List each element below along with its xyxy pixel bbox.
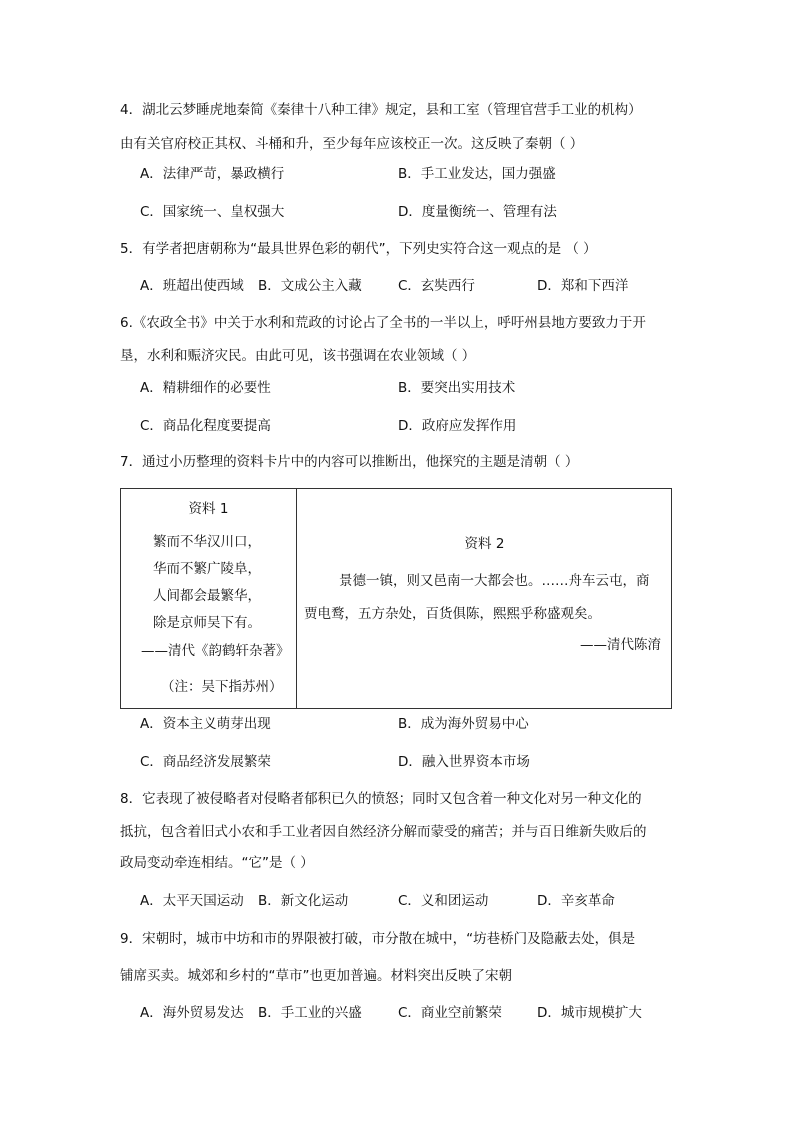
card1-source: ——清代《韵鹤轩杂著》 xyxy=(141,643,290,659)
q4-stem-line2: 由有关官府校正其权、斗桶和升，至少每年应该校正一次。这反映了秦朝（ ） xyxy=(120,136,584,152)
source-cards-table xyxy=(120,488,672,709)
card1-note: （注：吴下指苏州） xyxy=(161,679,283,695)
q6-option-c: C．商品化程度要提高 xyxy=(140,418,271,434)
q5-option-b: B．文成公主入藏 xyxy=(258,278,362,294)
card-divider xyxy=(296,489,297,708)
card1-poem-line4: 除是京师吴下有。 xyxy=(153,615,261,631)
q9-option-b: B．手工业的兴盛 xyxy=(258,1005,362,1021)
q4-stem-line1: 4．湖北云梦睡虎地秦简《秦律十八种工律》规定，县和工室（管理官营手工业的机构） xyxy=(120,102,642,118)
q8-stem-line3: 政局变动牵连相结。“它”是（ ） xyxy=(120,855,314,871)
q6-option-a: A．精耕细作的必要性 xyxy=(140,380,271,396)
q9-stem-line2: 铺席买卖。城郊和乡村的“草市”也更加普遍。材料突出反映了宋朝 xyxy=(120,968,512,984)
card2-text-line2: 贾电鹜，五方杂处，百货俱陈，熙熙乎称盛观矣。 xyxy=(304,606,601,622)
q7-option-b: B．成为海外贸易中心 xyxy=(398,716,529,732)
q9-option-d: D．城市规模扩大 xyxy=(537,1005,642,1021)
q4-option-b: B．手工业发达，国力强盛 xyxy=(398,166,556,182)
q7-option-c: C．商品经济发展繁荣 xyxy=(140,754,271,770)
card2-title: 资料 2 xyxy=(464,536,505,552)
q8-option-c: C．义和团运动 xyxy=(398,893,489,909)
q4-option-d: D．度量衡统一、管理有法 xyxy=(398,204,557,220)
q5-option-c: C．玄奘西行 xyxy=(398,278,475,294)
q8-stem-line2: 抵抗，包含着旧式小农和手工业者因自然经济分解而蒙受的痛苦；并与百日维新失败后的 xyxy=(120,824,647,840)
q9-stem-line1: 9．宋朝时，城市中坊和市的界限被打破，市分散在城中，“坊巷桥门及隐蔽去处，俱是 xyxy=(120,931,636,947)
q7-option-d: D．融入世界资本市场 xyxy=(398,754,530,770)
q6-option-b: B．要突出实用技术 xyxy=(398,380,516,396)
card1-poem-line2: 华而不繁广陵阜， xyxy=(153,561,261,577)
card1-title: 资料 1 xyxy=(188,501,229,517)
q7-option-a: A．资本主义萌芽出现 xyxy=(140,716,271,732)
q8-option-d: D．辛亥革命 xyxy=(537,893,615,909)
q8-option-a: A．太平天国运动 xyxy=(140,893,244,909)
q4-option-a: A．法律严苛，暴政横行 xyxy=(140,166,285,182)
card2-source: ——清代陈淯 xyxy=(580,637,661,653)
q8-option-b: B．新文化运动 xyxy=(258,893,349,909)
card1-poem-line3: 人间都会最繁华， xyxy=(153,588,261,604)
q6-stem-line2: 垦，水利和赈济灾民。由此可见，该书强调在农业领域（ ） xyxy=(120,348,476,364)
q8-stem-line1: 8．它表现了被侵略者对侵略者郁积已久的愤怒；同时又包含着一种文化对另一种文化的 xyxy=(120,791,642,807)
q6-stem-line1: 6.《农政全书》中关于水利和荒政的讨论占了全书的一半以上，呼吁州县地方要致力于开 xyxy=(120,315,646,331)
q9-option-a: A．海外贸易发达 xyxy=(140,1005,244,1021)
q6-option-d: D．政府应发挥作用 xyxy=(398,418,517,434)
q5-option-a: A．班超出使西域 xyxy=(140,278,244,294)
q5-option-d: D．郑和下西洋 xyxy=(537,278,629,294)
card1-poem-line1: 繁而不华汉川口， xyxy=(153,534,261,550)
q5-stem-line1: 5．有学者把唐朝称为“最具世界色彩的朝代”，下列史实符合这一观点的是 （ ） xyxy=(120,241,597,257)
q7-stem-line1: 7．通过小历整理的资料卡片中的内容可以推断出，他探究的主题是清朝（ ） xyxy=(120,454,579,470)
q9-option-c: C．商业空前繁荣 xyxy=(398,1005,502,1021)
card2-text-line1: 景德一镇，则又邑南一大都会也。……舟车云屯，商 xyxy=(339,573,650,589)
q4-option-c: C．国家统一、皇权强大 xyxy=(140,204,285,220)
